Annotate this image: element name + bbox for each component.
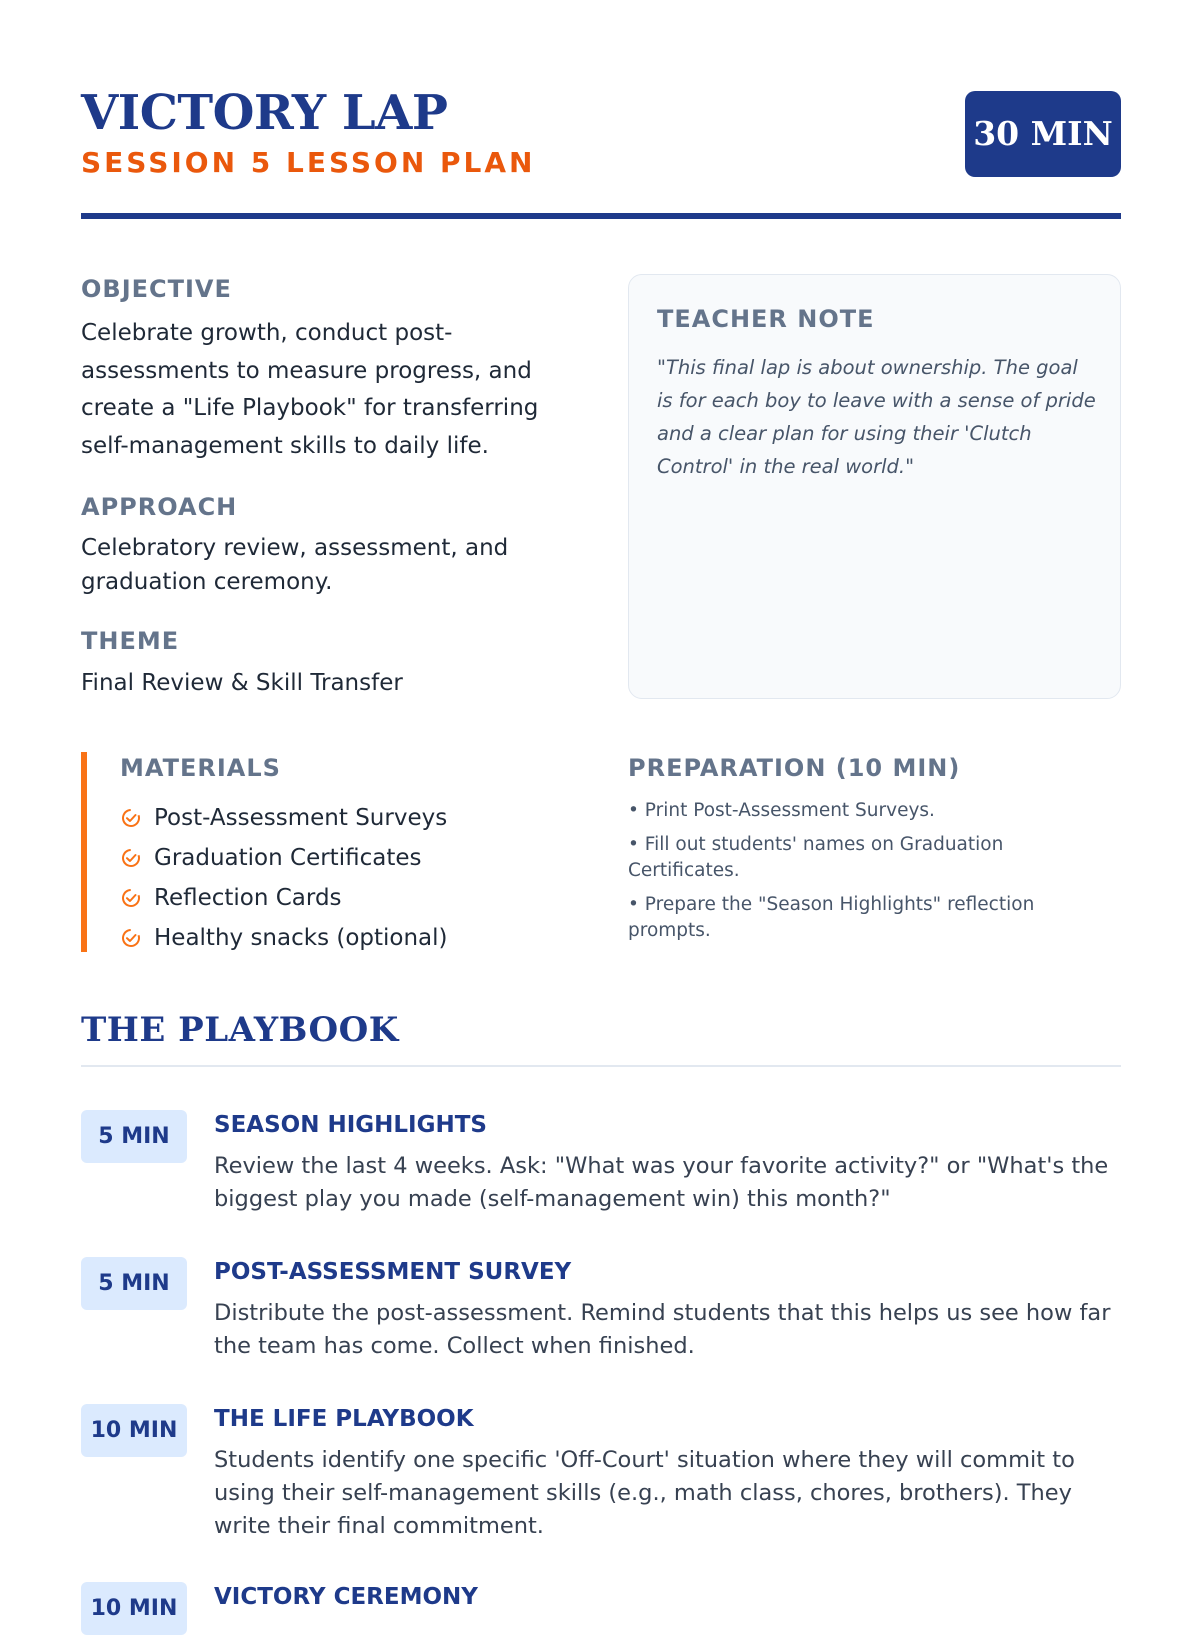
step-title: POST-ASSESSMENT SURVEY <box>214 1259 572 1285</box>
list-item <box>120 838 448 878</box>
material-item: Reflection Cards <box>154 885 342 911</box>
list-item <box>120 878 448 918</box>
lesson-plan-page <box>81 0 1121 1621</box>
playbook-title: THE PLAYBOOK <box>81 1010 399 1050</box>
header <box>81 84 1121 184</box>
step-duration-badge: 10 MIN <box>81 1582 187 1635</box>
check-circle-icon <box>120 807 142 829</box>
preparation-list <box>628 798 1068 952</box>
step-description: Review the last 4 weeks. Ask: "What was your favorite activity?" or "What's the biggest play you made (self-management win) this month?" <box>214 1153 1109 1212</box>
step-duration-badge: 10 MIN <box>81 1404 187 1457</box>
approach-label: APPROACH <box>81 493 238 521</box>
check-circle-icon <box>120 847 142 869</box>
teacher-note-label: TEACHER NOTE <box>657 305 875 333</box>
header-divider <box>81 213 1121 219</box>
session-duration-badge: 30 MIN <box>965 91 1121 177</box>
materials-label: MATERIALS <box>120 754 281 782</box>
step-title: THE LIFE PLAYBOOK <box>214 1406 474 1432</box>
materials-section <box>81 752 551 952</box>
objective-label: OBJECTIVE <box>81 275 232 303</box>
teacher-note-card <box>628 274 1121 699</box>
step-title: VICTORY CEREMONY <box>214 1584 478 1610</box>
list-item <box>120 798 448 838</box>
step-description: Distribute the post-assessment. Remind students that this helps us see how far the team has come. Collect when finished. <box>214 1300 1111 1359</box>
list-item: • Print Post-Assessment Surveys. <box>628 800 935 821</box>
page-subtitle: SESSION 5 LESSON PLAN <box>81 146 536 179</box>
preparation-label: PREPARATION (10 MIN) <box>628 754 961 782</box>
check-circle-icon <box>120 927 142 949</box>
materials-list <box>120 798 448 958</box>
step-title: SEASON HIGHLIGHTS <box>214 1112 487 1138</box>
playbook-divider <box>81 1065 1121 1067</box>
material-item: Post-Assessment Surveys <box>154 805 448 831</box>
step-duration-badge: 5 MIN <box>81 1257 187 1310</box>
list-item <box>120 918 448 958</box>
page-title: VICTORY LAP <box>81 85 448 141</box>
theme-label: THEME <box>81 627 180 655</box>
check-circle-icon <box>120 887 142 909</box>
approach-text: Celebratory review, assessment, and graduation ceremony. <box>81 535 509 595</box>
teacher-note-text: "This final lap is about ownership. The goal is for each boy to leave with a sense of pride and a clear plan for using their 'Clutch Control' in the real world." <box>657 356 1096 478</box>
theme-text: Final Review & Skill Transfer <box>81 670 403 696</box>
objective-text: Celebrate growth, conduct post-assessments to measure progress, and create a "Life Playbook" for transferring self-management skills to daily life. <box>81 320 539 459</box>
list-item: • Fill out students' names on Graduation Certificates. <box>628 833 1004 881</box>
material-item: Healthy snacks (optional) <box>154 925 448 951</box>
step-description: Students identify one specific 'Off-Court' situation where they will commit to using their self-management skills (e.g., math class, chores, brothers). They write their final commitment. <box>214 1447 1075 1539</box>
list-item: • Prepare the "Season Highlights" reflection prompts. <box>628 893 1035 941</box>
step-duration-badge: 5 MIN <box>81 1110 187 1163</box>
material-item: Graduation Certificates <box>154 845 422 871</box>
